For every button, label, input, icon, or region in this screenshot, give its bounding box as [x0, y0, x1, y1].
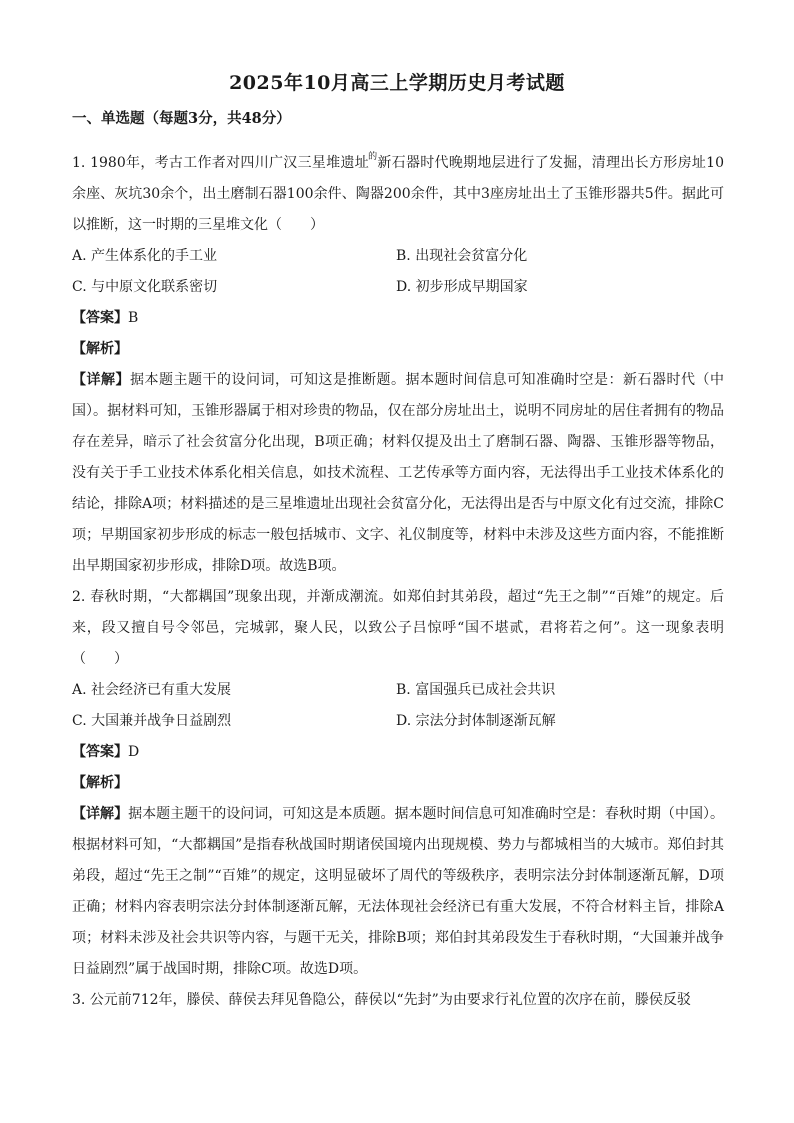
answer-label: 【答案】 [72, 310, 128, 326]
detail-text: 据本题主题干的设问词，可知这是本质题。据本题时间信息可知准确时空是：春秋时期（中国）。根据材料可知，“大都耦国”是指春秋战国时期诸侯国境内出现规模、势力与都城相当的大城市。郑伯封其弟段，超过“先王之制”“百雉”的规定，这明显破坏了周代的等级秩序，表明宗法分封体制逐渐瓦解，D项正确；材料内容表明宗法分封体制逐渐瓦解，无法体现社会经济已有重大发展，不符合材料主旨，排除A项；材料未涉及社会共识等内容，与题干无关，排除B项；郑伯封其弟段发生于春秋时期，“大国兼并战争日益剧烈”属于战国时期，排除C项。故选D项。 [72, 806, 725, 977]
question-2-options [72, 675, 724, 737]
question-1-detail [72, 365, 724, 582]
detail-label: 【详解】 [72, 806, 129, 822]
question-1-option-b: B. 出现社会贫富分化 [396, 248, 528, 264]
question-1-stem-part-b: 新石器时代晚期地层进行了发掘，清理出长方形房址10余座、灰坑30余个，出土磨制石器100余件、陶器200余件，其中3座房址出土了玉锥形器共5件。据此可以推断，这一时期的三星堆文化（ ） [72, 155, 724, 233]
question-1-option-c: C. 与中原文化联系密切 [72, 279, 218, 295]
analysis-label: 【解析】 [72, 775, 128, 791]
question-3-stem: 3. 公元前712年，滕侯、薛侯去拜见鲁隐公，薛侯以“先封”为由要求行礼位置的次序在前，滕侯反驳 [72, 992, 691, 1008]
question-1-options [72, 241, 724, 303]
section-heading: 一、单选题（每题3分，共48分） [72, 110, 291, 127]
question-1-answer [72, 303, 724, 334]
question-2-option-c: C. 大国兼并战争日益剧烈 [72, 713, 232, 729]
question-1-stem-part-a: 1. 1980年，考古工作者对四川广汉三星堆遗址 [72, 155, 370, 171]
answer-value: D [128, 744, 140, 760]
answer-value: B [128, 310, 139, 326]
question-1-analysis-heading [72, 334, 724, 365]
question-list [72, 142, 724, 1016]
page-title: 2025年10月高三上学期历史月考试题 [229, 72, 565, 94]
question-2-analysis-heading [72, 768, 724, 799]
question-1-option-d: D. 初步形成早期国家 [396, 279, 528, 295]
question-2-option-d: D. 宗法分封体制逐渐瓦解 [396, 713, 556, 729]
question-1-stem [72, 142, 724, 241]
question-2-option-b: B. 富国强兵已成社会共识 [396, 682, 556, 698]
question-2-stem: 2. 春秋时期，“大都耦国”现象出现，并渐成潮流。如郑伯封其弟段，超过“先王之制”“百雉”的规定。后来，段又擅自号令邻邑，完城郭，聚人民，以致公子吕惊呼“国不堪贰，君将若之何”。这一现象表明（ ） [72, 589, 724, 667]
question-1-stem-mark: 的 [368, 152, 378, 162]
detail-label: 【详解】 [72, 372, 130, 388]
question-2-answer [72, 737, 724, 768]
question-2-detail [72, 799, 724, 985]
question-2-option-a: A. 社会经济已有重大发展 [72, 682, 232, 698]
question-1-option-a: A. 产生体系化的手工业 [72, 248, 218, 264]
detail-text: 据本题主题干的设问词，可知这是推断题。据本题时间信息可知准确时空是：新石器时代（中国）。据材料可知，玉锥形器属于相对珍贵的物品，仅在部分房址出土，说明不同房址的居住者拥有的物品存在差异，暗示了社会贫富分化出现，B项正确；材料仅提及出土了磨制石器、陶器、玉锥形器等物品，没有关于手工业技术体系化相关信息，如技术流程、工艺传承等方面内容，无法得出手工业技术体系化的结论，排除A项；材料描述的是三星堆遗址出现社会贫富分化，无法得出是否与中原文化有过交流，排除C项；早期国家初步形成的标志一般包括城市、文字、礼仪制度等，材料中未涉及这些方面内容，不能推断出早期国家初步形成，排除D项。故选B项。 [72, 372, 724, 574]
analysis-label: 【解析】 [72, 341, 128, 357]
answer-label: 【答案】 [72, 744, 128, 760]
